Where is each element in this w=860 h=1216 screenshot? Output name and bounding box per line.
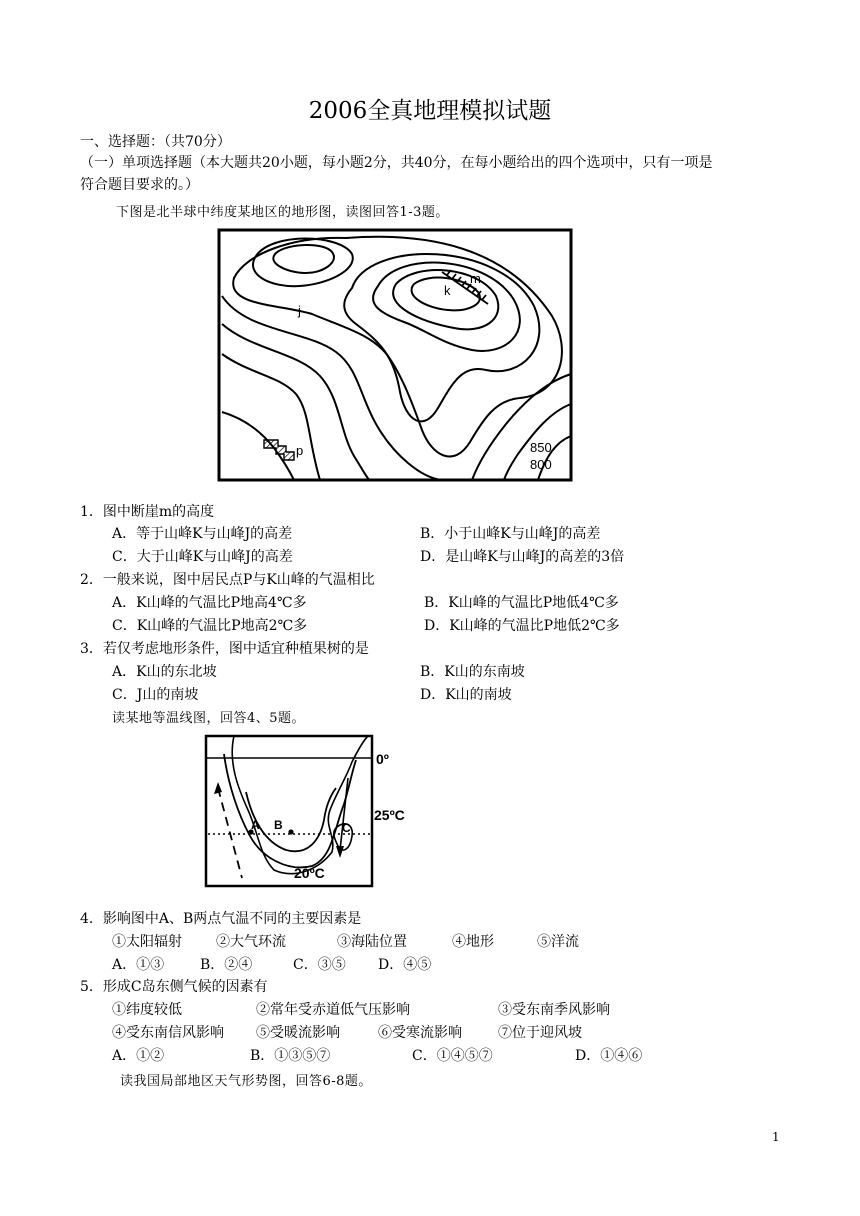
q2-option-b: B．K山峰的气温比P地低4℃多 [424, 595, 619, 611]
q5-stem: 5．形成C岛东侧气候的因素有 [80, 979, 268, 995]
q5-factor-1: ①纬度较低 [112, 1002, 182, 1018]
q5-factor-5: ⑤受暖流影响 [256, 1025, 340, 1041]
intro-map3: 读我国局部地区天气形势图，回答6-8题。 [120, 1074, 372, 1089]
q4-option-b: B．②④ [200, 957, 253, 973]
q5-factor-3: ③受东南季风影响 [498, 1002, 610, 1018]
isotherm-map-svg [204, 732, 420, 890]
q4-option-c: C．③⑤ [293, 957, 346, 973]
q4-factor-2: ②大气环流 [216, 934, 286, 950]
map-label-p: p [296, 443, 304, 458]
contour-map-figure [216, 226, 576, 488]
q5-factor-6: ⑥受寒流影响 [378, 1025, 462, 1041]
intro-map2: 读某地等温线图，回答4、5题。 [112, 711, 306, 726]
subsection-line-2: 符合题目要求的。） [80, 177, 199, 193]
map-label-k: k [444, 283, 451, 298]
contour-map-svg [216, 226, 576, 484]
q5-factor-4: ④受东南信风影响 [112, 1025, 224, 1041]
section-heading: 一、选择题：（共70分） [80, 134, 231, 150]
q1-option-d: D．是山峰K与山峰J的高差的3倍 [420, 549, 625, 565]
q3-option-b: B．K山的东南坡 [420, 664, 525, 680]
q4-option-d: D．④⑤ [378, 957, 432, 973]
q3-option-c: C．J山的南坡 [112, 687, 199, 703]
q4-option-a: A．①③ [112, 957, 165, 973]
q5-option-c: C．①④⑤⑦ [412, 1048, 493, 1064]
subsection-line-1: （一）单项选择题（本大题共20小题，每小题2分，共40分，在每小题给出的四个选项中，只有一项是 [80, 155, 713, 171]
q3-option-a: A．K山的东北坡 [112, 664, 217, 680]
page-number: 1 [772, 1130, 780, 1144]
q2-stem: 2．一般来说，图中居民点P与K山峰的气温相比 [80, 572, 375, 588]
q3-option-d: D．K山的南坡 [420, 687, 512, 703]
isotherm-label-25: 25ºC [374, 807, 405, 823]
q5-option-b: B．①③⑤⑦ [250, 1048, 331, 1064]
q1-option-b: B．小于山峰K与山峰J的高差 [420, 526, 601, 542]
q4-factor-4: ④地形 [452, 934, 494, 950]
q5-option-a: A．①② [112, 1048, 165, 1064]
q5-option-d: D．①④⑥ [575, 1048, 643, 1064]
q2-option-c: C．K山峰的气温比P地高2℃多 [112, 618, 308, 634]
map-label-m: m [470, 271, 481, 286]
intro-map1: 下图是北半球中纬度某地区的地形图，读图回答1-3题。 [116, 205, 449, 220]
q3-stem: 3．若仅考虑地形条件，图中适宜种植果树的是 [80, 641, 369, 657]
point-b-label: B [274, 818, 283, 832]
isotherm-label-0: 0º [376, 751, 389, 767]
point-a-label: A [251, 818, 260, 832]
point-c-label: C [342, 821, 351, 835]
point-b-marker [288, 829, 293, 834]
q1-stem: 1．图中断崖m的高度 [80, 504, 215, 520]
q1-option-a: A．等于山峰K与山峰J的高差 [112, 526, 293, 542]
q2-option-a: A．K山峰的气温比P地高4℃多 [112, 595, 307, 611]
q5-factor-2: ②常年受赤道低气压影响 [256, 1002, 410, 1018]
contour-label-850: 850 [530, 440, 552, 455]
contour-label-800: 800 [530, 457, 552, 472]
q4-factor-3: ③海陆位置 [337, 934, 407, 950]
isotherm-label-20: 20ºC [294, 865, 325, 881]
q5-factor-7: ⑦位于迎风坡 [498, 1025, 582, 1041]
q4-factor-5: ⑤洋流 [537, 934, 579, 950]
q1-option-c: C．大于山峰K与山峰J的高差 [112, 549, 293, 565]
isotherm-map-figure [204, 732, 420, 894]
map-label-j: j [298, 303, 301, 318]
q2-option-d: D．K山峰的气温比P地低2℃多 [424, 618, 620, 634]
page-title: 2006全真地理模拟试题 [308, 98, 552, 124]
q4-factor-1: ①太阳辐射 [112, 934, 182, 950]
q4-stem: 4．影响图中A、B两点气温不同的主要因素是 [80, 911, 362, 927]
